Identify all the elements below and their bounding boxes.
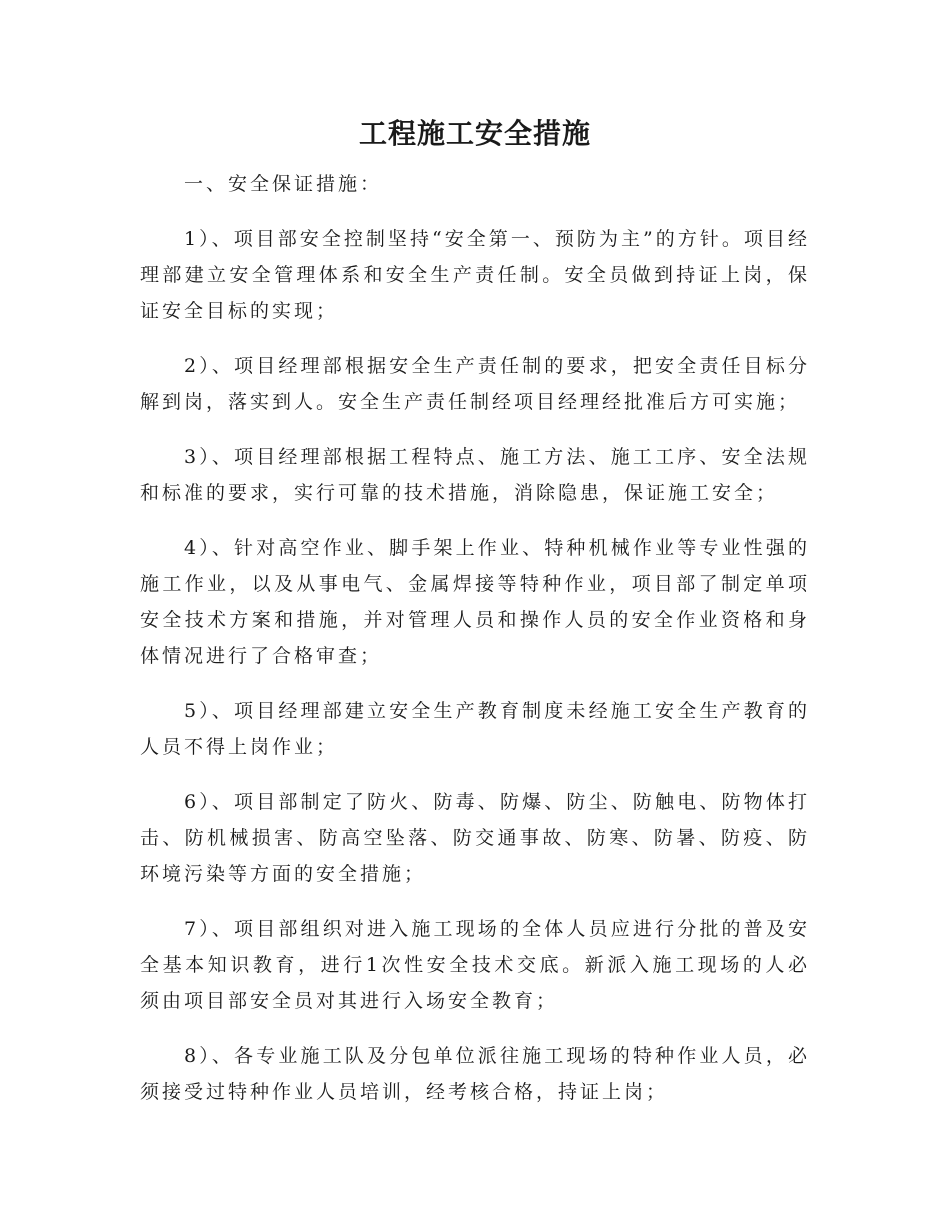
document-title: 工程施工安全措施: [358, 117, 591, 150]
measure-item-4: 4）、针对高空作业、脚手架上作业、特种机械作业等专业性强的施工作业，以及从事电气、金属焊接等特种作业，项目部了制定单项安全技术方案和措施，并对管理人员和操作人员的安全作业资格和身体情况进行了合格审查；: [140, 537, 810, 667]
measure-item-2: 2）、项目经理部根据安全生产责任制的要求，把安全责任目标分解到岗，落实到人。安全生产责任制经项目经理经批准后方可实施；: [140, 355, 810, 413]
measure-item-1: 1）、项目部安全控制坚持“安全第一、预防为主”的方针。项目经理部建立安全管理体系和安全生产责任制。安全员做到持证上岗，保证安全目标的实现；: [140, 228, 810, 322]
measure-item-6: 6）、项目部制定了防火、防毒、防爆、防尘、防触电、防物体打击、防机械损害、防高空坠落、防交通事故、防寒、防暑、防疫、防环境污染等方面的安全措施；: [140, 791, 810, 885]
section-heading: 一、安全保证措施：: [184, 173, 383, 195]
measure-item-8: 8）、各专业施工队及分包单位派往施工现场的特种作业人员，必须接受过特种作业人员培训，经考核合格，持证上岗；: [140, 1045, 810, 1103]
measure-item-3: 3）、项目经理部根据工程特点、施工方法、施工工序、安全法规和标准的要求，实行可靠的技术措施，消除隐患，保证施工安全；: [140, 446, 810, 504]
measure-item-5: 5）、项目经理部建立安全生产教育制度未经施工安全生产教育的人员不得上岗作业；: [140, 700, 810, 758]
document-body: [140, 166, 810, 1110]
measure-item-7: 7）、项目部组织对进入施工现场的全体人员应进行分批的普及安全基本知识教育，进行1次性安全技术交底。新派入施工现场的人必须由项目部安全员对其进行入场安全教育；: [140, 918, 810, 1012]
